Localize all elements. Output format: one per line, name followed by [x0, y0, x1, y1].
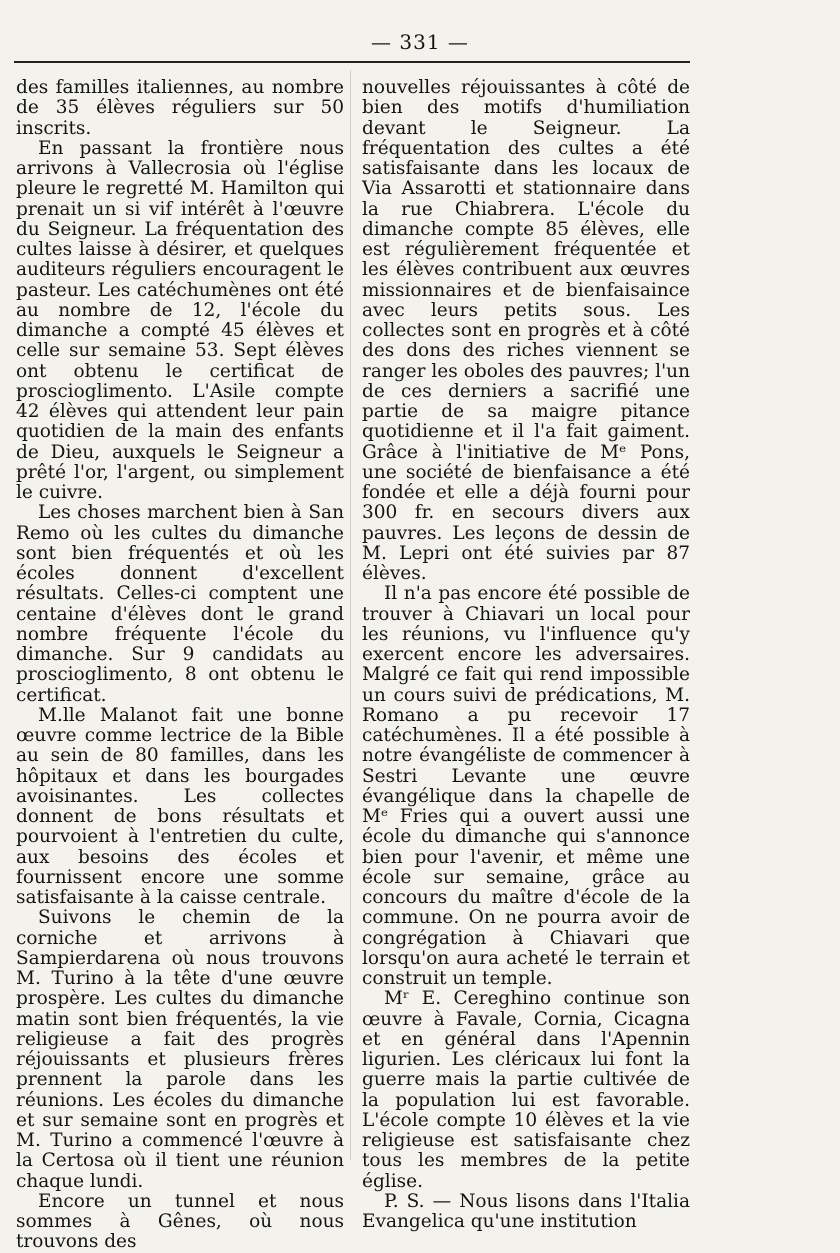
page-number: — 331 —: [371, 30, 469, 54]
left-column: [16, 78, 344, 1253]
paragraph: En passant la frontière nous arrivons à Vallecrosia où l'église pleure le regretté M. Hamilton qui prenait un si vif intérêt à l'œuvre du Seigneur. La fréquentation des cultes laisse à désirer, et quelques auditeurs réguliers encouragent le pasteur. Les catéchumènes ont été au nombre de 12, l'école du dimanche a compté 45 élèves et celle sur semaine 53. Sept élèves ont obtenu le certificat de proscioglimento. L'Asile compte 42 élèves qui attendent leur pain quotidien de la main des enfants de Dieu, auxquels le Seigneur a prêté l'or, l'argent, ou simplement le cuivre.: [16, 137, 344, 503]
paragraph: des familles italiennes, au nombre de 35 élèves réguliers sur 50 inscrits.: [16, 77, 344, 139]
column-separator: [350, 70, 351, 1160]
paragraph: nouvelles réjouissantes à côté de bien des motifs d'humiliation devant le Seigneur. La fréquentation des cultes a été satisfaisante dans les locaux de Via Assarotti et stationnaire dans la rue Chiabrera. L'école du dimanche compte 85 élèves, elle est régulièrement fréquentée et les élèves contribuent aux œuvres missionnaires et de bienfaisaince avec leurs petits sous. Les collectes sont en progrès et à côté des dons des riches viennent se ranger les oboles des pauvres; l'un de ces derniers a sacrifié une partie de sa maigre pitance quotidienne et il l'a fait gaiment. Grâce à l'initiative de Mᵉ Pons, une société de bienfaisance a été fondée et elle a déjà fourni pour 300 fr. en secours divers aux pauvres. Les leçons de dessin de M. Lepri ont été suivies par 87 élèves.: [362, 77, 690, 584]
paragraph: P. S. — Nous lisons dans l'Italia Evangelica qu'une institution: [362, 1190, 690, 1232]
paragraph: M.lle Malanot fait une bonne œuvre comme lectrice de la Bible au sein de 80 familles, dans les hôpitaux et dans les bourgades avoisinantes. Les collectes donnent de bons résultats et pourvoient à l'entretien du culte, aux besoins des écoles et fournissent encore une somme satisfaisante à la caisse centrale.: [16, 704, 344, 908]
header-rule: [14, 61, 690, 63]
paragraph: Il n'a pas encore été possible de trouver à Chiavari un local pour les réunions, vu l'influence qu'y exercent encore les adversaires. Malgré ce fait qui rend impossible un cours suivi de prédications, M. Romano a pu recevoir 17 catéchumènes. Il a été possible à notre évangéliste de commencer à Sestri Levante une œuvre évangélique dans la chapelle de Mᵉ Fries qui a ouvert aussi une école du dimanche qui s'annonce bien pour l'avenir, et même une école sur semaine, grâce au concours du maître d'école de la commune. On ne pourra avoir de congrégation à Chiavari que lorsqu'on aura acheté le terrain et construit un temple.: [362, 583, 690, 989]
paragraph: Les choses marchent bien à San Remo où les cultes du dimanche sont bien fréquentés et où les écoles donnent d'excellent résultats. Celles-ci comptent une centaine d'élèves dont le grand nombre fréquente l'école du dimanche. Sur 9 candidats au proscioglimento, 8 ont obtenu le certificat.: [16, 502, 344, 706]
right-column: [362, 78, 690, 1232]
paragraph: Suivons le chemin de la corniche et arrivons à Sampierdarena où nous trouvons M. Turino à la tête d'une œuvre prospère. Les cultes du dimanche matin sont bien fréquentés, la vie religieuse a fait des progrès réjouissants et plusieurs frères prennent la parole dans les réunions. Les écoles du dimanche et sur semaine sont en progrès et M. Turino a commencé l'œuvre à la Certosa où il tient une réunion chaque lundi.: [16, 907, 344, 1192]
paragraph: Encore un tunnel et nous sommes à Gênes, où nous trouvons des: [16, 1190, 344, 1253]
paragraph: Mʳ E. Cereghino continue son œuvre à Favale, Cornia, Cicagna et en général dans l'Apennin ligurien. Les cléricaux lui font la guerre mais la partie cultivée de la population lui est favorable. L'école compte 10 élèves et la vie religieuse est satisfaisante chez tous les membres de la petite église.: [362, 988, 690, 1192]
